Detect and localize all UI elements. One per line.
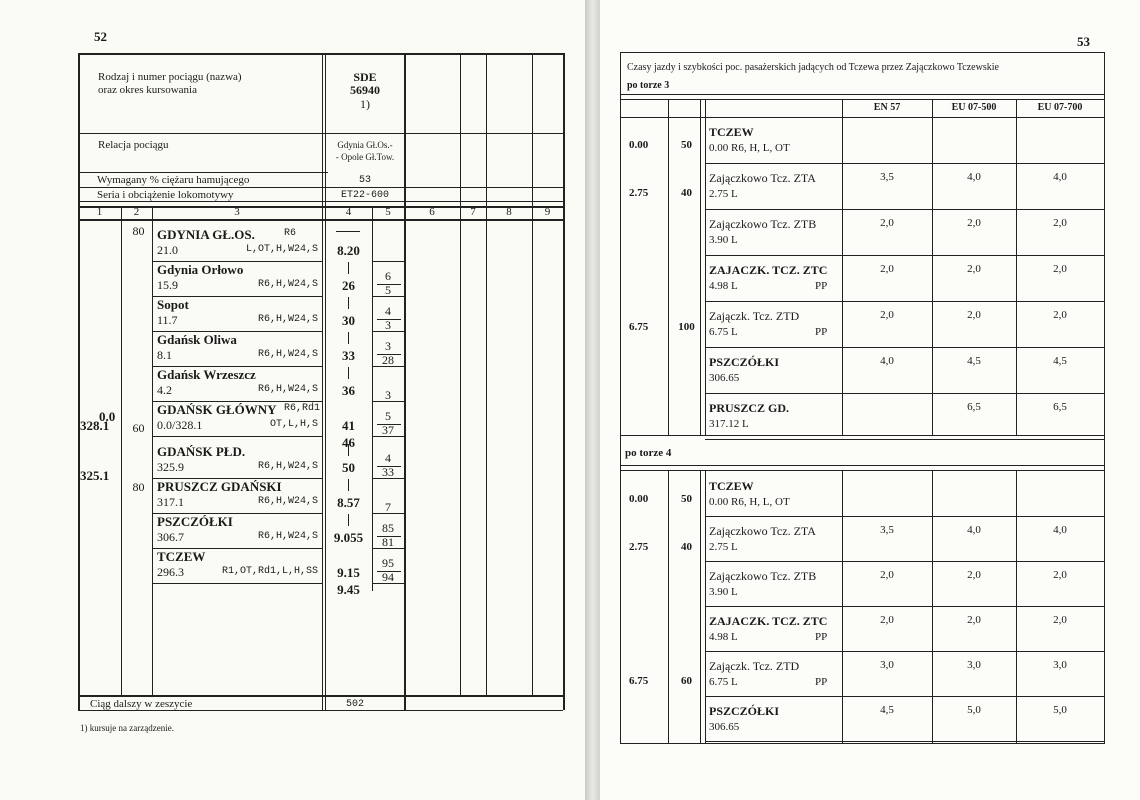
speed-value: 40 (681, 187, 692, 199)
station-time: 50 (342, 460, 355, 475)
train-number: 56940 (350, 83, 380, 97)
runtime-value: 4,0 (880, 355, 894, 367)
rule (705, 561, 1104, 562)
rule (705, 516, 1104, 517)
runtime-b: 5 (385, 283, 391, 297)
rule (372, 261, 404, 262)
station-name: TCZEW (709, 125, 754, 139)
runtime-value: 6,5 (1053, 401, 1067, 413)
speed-60: 60 (132, 421, 145, 435)
station-name: Zajączk. Tcz. ZTD (709, 659, 800, 673)
station-km: 325.9 (157, 460, 184, 474)
rule (700, 470, 701, 743)
pp-code: PP (815, 676, 828, 688)
station-km: 0.0/328.1 (157, 418, 203, 432)
station-name: Zajączkowo Tcz. ZTA (709, 171, 816, 185)
station-km: 11.7 (157, 313, 178, 327)
rule (348, 297, 349, 309)
runtime-value: 2,0 (967, 309, 981, 321)
col-eu07-500: EU 07-500 (951, 102, 997, 113)
col-en57: EN 57 (873, 102, 901, 113)
station-name: Sopot (157, 297, 189, 312)
train-name: SDE (353, 70, 377, 84)
runtime-value: 2,0 (967, 569, 981, 581)
column-number: 3 (234, 206, 240, 218)
speed-value: 60 (681, 675, 692, 687)
station-time2: 46 (342, 435, 355, 450)
km-325: 325.1 (80, 468, 110, 483)
rule (377, 424, 401, 425)
speed-value: 40 (681, 541, 692, 553)
station-time: 8.20 (337, 243, 360, 258)
speed-value: 50 (681, 139, 692, 151)
rule (620, 435, 1104, 436)
runtime-value: 3,5 (880, 171, 894, 183)
station-codes: R6,H,W24,S (257, 384, 318, 395)
rule (705, 741, 1104, 742)
station-time: 30 (342, 313, 355, 328)
rule (78, 53, 563, 55)
rule (377, 536, 401, 537)
runtime-value: 2,0 (880, 217, 894, 229)
rule (78, 695, 563, 697)
rule (78, 53, 80, 710)
rule (78, 710, 563, 711)
runtime-value: 4,0 (1053, 524, 1067, 536)
pp-code: PP (815, 631, 828, 643)
rule (620, 99, 1104, 100)
station-km: 15.9 (157, 278, 178, 292)
track3-label: po torze 3 (627, 80, 670, 91)
rule (372, 206, 373, 591)
train-label: Rodzaj i numer pociągu (nazwa) (98, 71, 242, 83)
station-km: 296.3 (157, 565, 184, 579)
station-time: 26 (342, 278, 355, 293)
station-codes: R6,H,W24,S (257, 461, 318, 472)
rule (372, 548, 404, 549)
runtime-value: 2,0 (880, 263, 894, 275)
rule (705, 301, 1104, 302)
brake-label: Wymagany % ciężaru hamującego (97, 174, 250, 186)
runtime-a: 3 (385, 339, 391, 353)
rule (563, 53, 565, 710)
station-time: 36 (342, 383, 355, 398)
rule (78, 172, 328, 173)
km-value: 0.00 (629, 493, 649, 505)
pp-code: PP (815, 326, 828, 338)
rule (705, 163, 1104, 164)
speed-80b: 80 (132, 480, 145, 494)
runtime-value: 2,0 (967, 263, 981, 275)
loco-label: Seria i obciążenie lokomotywy (97, 189, 234, 201)
station-info: 317.12 L (709, 418, 749, 430)
station-info: 4.98 L (709, 280, 738, 292)
station-name: TCZEW (709, 479, 754, 493)
station-info: 0.00 R6, H, L, OT (709, 496, 790, 508)
station-name: Zajączkowo Tcz. ZTA (709, 524, 816, 538)
rule (372, 331, 404, 332)
rule (377, 319, 401, 320)
pp-code: PP (815, 280, 828, 292)
station-name: Zajączkowo Tcz. ZTB (709, 569, 817, 583)
rule (460, 53, 461, 695)
station-time: 9.055 (333, 530, 364, 545)
runtime-a: 4 (385, 451, 391, 465)
station-info: 6.75 L (709, 676, 738, 688)
rule (152, 206, 153, 695)
rule (705, 606, 1104, 607)
rule (620, 52, 621, 744)
station-time2: 9.45 (337, 582, 360, 597)
runtime-a: 85 (382, 521, 394, 535)
rule (705, 439, 1104, 440)
km-value: 6.75 (629, 321, 649, 333)
station-codes: R6,H,W24,S (257, 314, 318, 325)
relation-line2: - Opole Gł.Tow. (335, 152, 395, 162)
continuation-label: Ciąg dalszy w zeszycie (90, 698, 193, 710)
runtime-b: 3 (385, 318, 391, 332)
rule (325, 53, 326, 710)
col-eu07-700: EU 07-700 (1037, 102, 1083, 113)
station-name: ZAJACZK. TCZ. ZTC (709, 614, 828, 628)
rule (377, 284, 401, 285)
page-number-right: 53 (1077, 34, 1090, 49)
runtime-a: 6 (385, 269, 391, 283)
station-name: ZAJACZK. TCZ. ZTC (709, 263, 828, 277)
speed-value: 50 (681, 493, 692, 505)
station-info: 3.90 L (709, 234, 738, 246)
station-name: Zajączk. Tcz. ZTD (709, 309, 800, 323)
column-number: 6 (429, 206, 435, 218)
rule (152, 583, 322, 584)
station-name: GDAŃSK PŁD. (157, 444, 246, 459)
track4-label: po torze 4 (625, 447, 672, 459)
station-time: 33 (342, 348, 355, 363)
runtime-value: 2,0 (967, 217, 981, 229)
rule (620, 470, 1104, 471)
rule (152, 436, 322, 437)
runtime-value: 3,0 (1053, 659, 1067, 671)
runtime-b: 3 (385, 388, 391, 402)
rule (705, 696, 1104, 697)
brake-value: 53 (358, 175, 371, 186)
runtime-value: 4,0 (967, 524, 981, 536)
station-time: 8.57 (337, 495, 360, 510)
runtime-value: 4,5 (1053, 355, 1067, 367)
runtime-value: 2,0 (1053, 569, 1067, 581)
rule (705, 99, 706, 435)
runtime-value: 2,0 (1053, 309, 1067, 321)
runtime-value: 2,0 (1053, 614, 1067, 626)
runtime-a: 4 (385, 304, 391, 318)
runtime-b: 94 (382, 570, 394, 584)
column-number: 1 (96, 206, 103, 218)
station-codes: R6,H,W24,S (257, 531, 318, 542)
station-km: 317.1 (157, 495, 184, 509)
station-name: Zajączkowo Tcz. ZTB (709, 217, 817, 231)
right-title: Czasy jazdy i szybkości poc. pasażerskich jadących od Tczewa przez Zajączkowo Tczewskie (627, 62, 999, 73)
speed-value: 100 (678, 321, 695, 333)
station-name: Gdańsk Oliwa (157, 332, 237, 347)
station-name: Gdynia Orłowo (157, 262, 244, 277)
runtime-value: 4,0 (1053, 171, 1067, 183)
km-value: 6.75 (629, 675, 649, 687)
station-info: 2.75 L (709, 541, 738, 553)
rule (121, 206, 122, 695)
station-info: 2.75 L (709, 188, 738, 200)
page-number-left: 52 (94, 29, 107, 44)
rule (78, 133, 563, 134)
runtime-value: 3,0 (880, 659, 894, 671)
station-name: PRUSZCZ GD. (709, 401, 790, 415)
column-number: 4 (345, 206, 352, 218)
runtime-a: 5 (385, 409, 391, 423)
station-info: 306.65 (709, 372, 740, 384)
rule (705, 393, 1104, 394)
rule (620, 94, 1104, 95)
column-number: 2 (133, 206, 140, 218)
station-tag: R6,Rd1 (284, 403, 321, 414)
rule (348, 367, 349, 379)
rule (377, 354, 401, 355)
rule (404, 53, 406, 710)
runtime-value: 2,0 (1053, 217, 1067, 229)
km-0: 0.0 (99, 409, 116, 424)
runtime-value: 3,5 (880, 524, 894, 536)
rule (78, 219, 563, 221)
station-km: 21.0 (157, 243, 178, 257)
km-328: 328.1 (80, 418, 110, 433)
rule (348, 479, 349, 491)
rule (372, 401, 404, 402)
station-km: 8.1 (157, 348, 172, 362)
rule (348, 444, 349, 456)
rule (620, 117, 1104, 118)
runtime-value: 4,5 (967, 355, 981, 367)
train-label-2: oraz okres kursowania (98, 84, 197, 96)
station-codes: R6,H,W24,S (257, 279, 318, 290)
rule (668, 470, 669, 743)
station-codes: R1,OT,Rd1,L,H,SS (221, 566, 318, 577)
runtime-value: 3,0 (967, 659, 981, 671)
station-info: 6.75 L (709, 326, 738, 338)
station-time: 41 (342, 418, 355, 433)
rule (78, 201, 563, 202)
station-km: 306.7 (157, 530, 184, 544)
runtime-b: 28 (382, 353, 394, 367)
station-name: TCZEW (157, 549, 206, 564)
runtime-value: 2,0 (880, 614, 894, 626)
km-value: 2.75 (629, 187, 649, 199)
runtime-value: 5,0 (967, 704, 981, 716)
rule (322, 53, 323, 710)
station-name: PSZCZÓŁKI (709, 704, 780, 718)
rule (532, 53, 533, 695)
station-info: 306.65 (709, 721, 740, 733)
rule (705, 255, 1104, 256)
runtime-value: 4,0 (967, 171, 981, 183)
rule (377, 571, 401, 572)
rule (705, 651, 1104, 652)
rule (372, 513, 404, 514)
runtime-b: 81 (382, 535, 394, 549)
rule (348, 262, 349, 274)
station-info: 3.90 L (709, 586, 738, 598)
continuation-value: 502 (345, 699, 364, 710)
rule (372, 583, 404, 584)
rule (348, 332, 349, 344)
runtime-b: 33 (382, 465, 394, 479)
footnote: 1) kursuje na zarządzenie. (80, 723, 174, 733)
rule (348, 514, 349, 526)
rule (372, 436, 404, 437)
rule (336, 231, 360, 232)
station-codes: R6,H,W24,S (257, 349, 318, 360)
speed-80: 80 (132, 224, 145, 238)
column-number: 5 (385, 206, 391, 218)
runtime-value: 2,0 (880, 569, 894, 581)
rule (705, 347, 1104, 348)
station-info: 4.98 L (709, 631, 738, 643)
relation-line1: Gdynia Gł.Os.- (337, 140, 393, 150)
station-name: GDYNIA GŁ.OS. (157, 227, 255, 242)
book-gutter (585, 0, 600, 800)
station-codes: OT,L,H,S (269, 419, 318, 430)
station-codes: L,OT,H,W24,S (245, 244, 318, 255)
rule (78, 187, 563, 188)
rule (1104, 52, 1105, 744)
runtime-value: 2,0 (1053, 263, 1067, 275)
rule (372, 366, 404, 367)
runtime-b: 37 (382, 423, 394, 437)
rule (620, 52, 1104, 53)
station-tag: R6 (284, 228, 297, 239)
km-value: 2.75 (629, 541, 649, 553)
runtime-value: 5,0 (1053, 704, 1067, 716)
loco-value: ET22-600 (340, 190, 389, 201)
relation-label: Relacja pociągu (98, 139, 169, 151)
rule (620, 465, 1104, 466)
rule (372, 296, 404, 297)
runtime-value: 2,0 (967, 614, 981, 626)
station-codes: R6,H,W24,S (257, 496, 318, 507)
station-time: 9.15 (337, 565, 360, 580)
rule (377, 466, 401, 467)
station-name: PRUSZCZ GDAŃSKI (157, 479, 282, 494)
column-number: 7 (470, 206, 476, 218)
station-name: PSZCZÓŁKI (157, 514, 233, 529)
station-name: Gdańsk Wrzeszcz (157, 367, 256, 382)
rule (705, 209, 1104, 210)
station-name: PSZCZÓŁKI (709, 355, 780, 369)
station-name: GDAŃSK GŁÓWNY (157, 402, 277, 417)
column-number: 8 (506, 206, 512, 218)
column-number: 9 (544, 206, 551, 218)
station-info: 0.00 R6, H, L, OT (709, 142, 790, 154)
station-km: 4.2 (157, 383, 172, 397)
runtime-b: 7 (385, 500, 391, 514)
runtime-value: 4,5 (880, 704, 894, 716)
runtime-a: 95 (382, 556, 394, 570)
rule (486, 53, 487, 695)
runtime-value: 6,5 (967, 401, 981, 413)
rule (372, 478, 404, 479)
runtime-value: 2,0 (880, 309, 894, 321)
rule (620, 743, 1104, 744)
km-value: 0.00 (629, 139, 649, 151)
train-note-ref: 1) (360, 97, 370, 111)
